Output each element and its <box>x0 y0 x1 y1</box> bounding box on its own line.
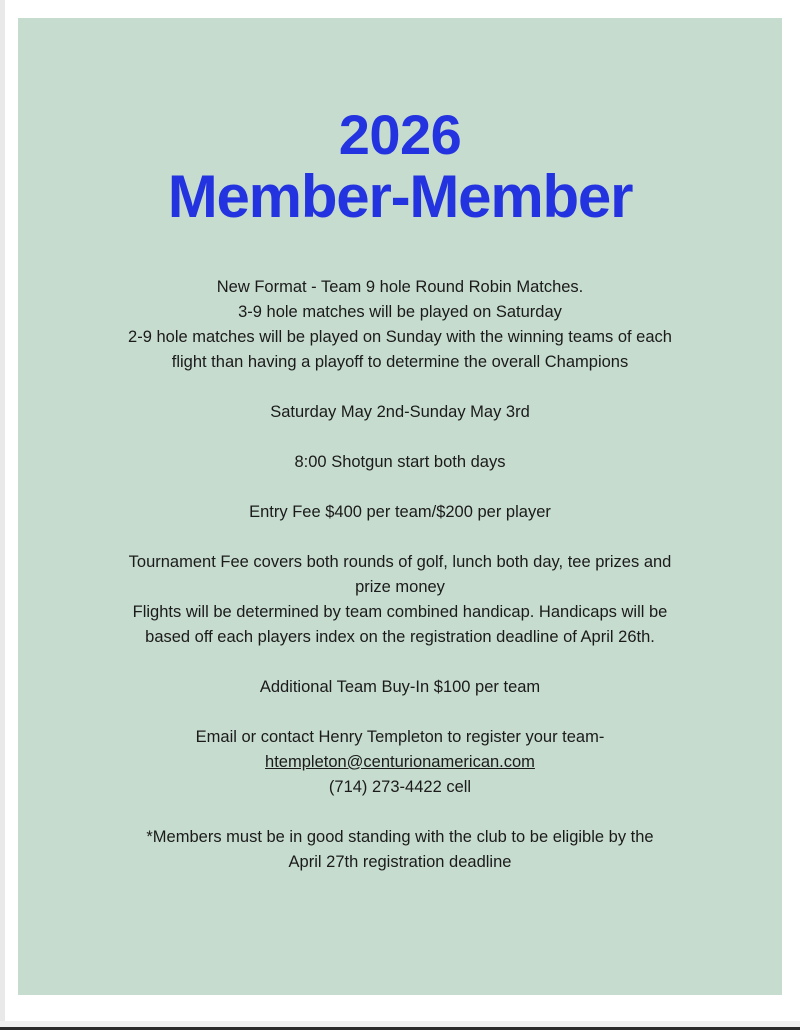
title-year: 2026 <box>338 103 462 166</box>
title-event-name: Member-Member <box>167 163 633 231</box>
coverage-line-1: Tournament Fee covers both rounds of golf, lunch both day, tee prizes and <box>128 552 672 571</box>
spacer <box>48 475 752 500</box>
disclaimer-line-1: *Members must be in good standing with the club to be eligible by the <box>146 827 654 846</box>
spacer <box>48 525 752 550</box>
spacer <box>48 700 752 725</box>
flyer-title <box>48 18 752 229</box>
format-line-4: flight than having a playoff to determine the overall Champions <box>171 352 629 371</box>
contact-email-link[interactable]: htempleton@centurionamerican.com <box>265 752 535 771</box>
disclaimer-paragraph <box>90 825 710 875</box>
shotgun-start-time: 8:00 Shotgun start both days <box>294 452 506 471</box>
flyer-panel <box>18 18 782 995</box>
coverage-line-2: prize money <box>355 577 445 596</box>
coverage-line-3: Flights will be determined by team combined handicap. Handicaps will be <box>132 602 668 621</box>
format-line-3: 2-9 hole matches will be played on Sunday with the winning teams of each <box>128 327 672 346</box>
team-buy-in: Additional Team Buy-In $100 per team <box>259 677 541 696</box>
tournament-dates: Saturday May 2nd-Sunday May 3rd <box>270 402 530 421</box>
contact-instruction: Email or contact Henry Templeton to register your team- <box>195 727 605 746</box>
spacer <box>48 800 752 825</box>
entry-fee-paragraph <box>90 500 710 525</box>
contact-email-line <box>90 750 710 775</box>
disclaimer-line-2: April 27th registration deadline <box>288 852 512 871</box>
format-line-2: 3-9 hole matches will be played on Saturday <box>238 302 562 321</box>
format-paragraph <box>90 275 710 375</box>
spacer <box>48 650 752 675</box>
dates-paragraph <box>90 400 710 425</box>
spacer <box>48 425 752 450</box>
contact-phone: (714) 273-4422 cell <box>328 777 472 796</box>
coverage-line-4: based off each players index on the registration deadline of April 26th. <box>145 627 655 646</box>
spacer <box>48 375 752 400</box>
format-line-1: New Format - Team 9 hole Round Robin Matches. <box>216 277 584 296</box>
contact-paragraph <box>90 725 710 800</box>
buy-in-paragraph <box>90 675 710 700</box>
flyer-body <box>48 275 752 875</box>
page-gutter-left <box>0 0 5 1030</box>
coverage-paragraph <box>90 550 710 650</box>
start-time-paragraph <box>90 450 710 475</box>
entry-fee: Entry Fee $400 per team/$200 per player <box>249 502 551 521</box>
